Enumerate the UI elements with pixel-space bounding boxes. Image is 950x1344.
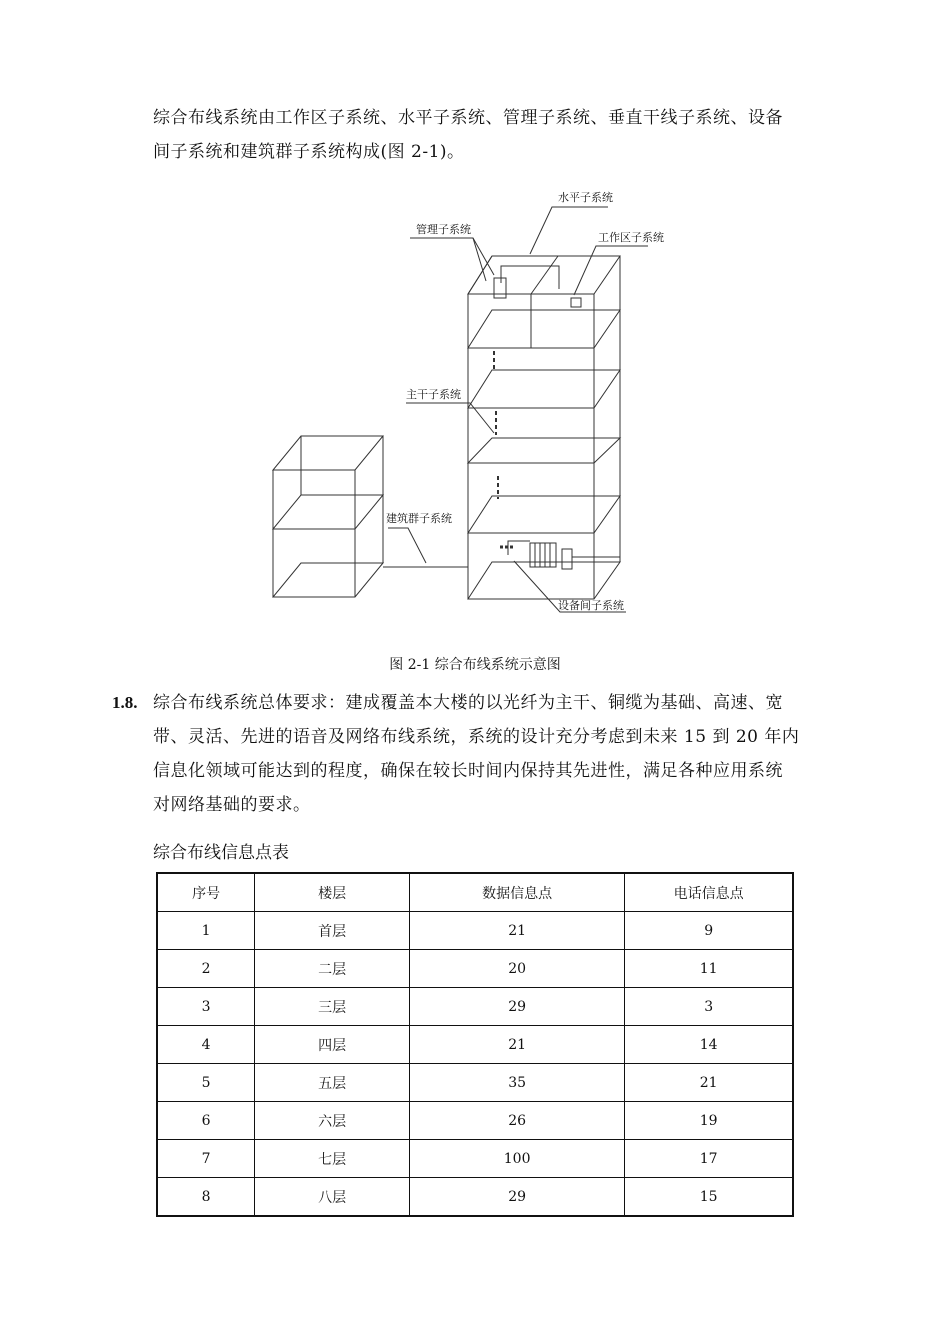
horizontal-cable xyxy=(501,266,559,289)
main-building xyxy=(468,256,620,599)
intro-paragraph xyxy=(153,101,843,169)
header-floor: 楼层 xyxy=(255,873,410,912)
cell-floor: 七层 xyxy=(255,1140,410,1178)
cell-phone-points: 21 xyxy=(625,1064,793,1102)
cell-phone-points: 17 xyxy=(625,1140,793,1178)
figure-caption: 图 2-1 综合布线系统示意图 xyxy=(389,657,561,673)
table-row xyxy=(157,950,793,988)
table-row xyxy=(157,912,793,950)
cell-index: 5 xyxy=(157,1064,255,1102)
cell-floor: 六层 xyxy=(255,1102,410,1140)
section-line-1: 综合布线系统总体要求：建成覆盖本大楼的以光纤为主干、铜缆为基础、高速、宽 xyxy=(153,693,783,713)
label-backbone: 主干子系统 xyxy=(406,388,461,401)
section-paragraph xyxy=(153,686,843,822)
cell-data-points: 29 xyxy=(409,988,624,1026)
cell-index: 3 xyxy=(157,988,255,1026)
management-leader xyxy=(410,238,494,275)
table-row xyxy=(157,1178,793,1217)
info-points-table xyxy=(156,872,794,1217)
cell-data-points: 29 xyxy=(409,1178,624,1217)
cell-data-points: 100 xyxy=(409,1140,624,1178)
cell-index: 1 xyxy=(157,912,255,950)
table-row xyxy=(157,1064,793,1102)
section-line-2: 带、灵活、先进的语音及网络布线系统，系统的设计充分考虑到未来 15 到 20 年内 xyxy=(153,727,800,747)
table-row xyxy=(157,1102,793,1140)
intro-line-2: 间子系统和建筑群子系统构成(图 2-1)。 xyxy=(153,142,465,162)
campus-leader xyxy=(388,528,426,563)
cell-index: 8 xyxy=(157,1178,255,1217)
header-index: 序号 xyxy=(157,873,255,912)
work-area-outlet xyxy=(571,298,581,307)
table-row xyxy=(157,1026,793,1064)
label-horizontal: 水平子系统 xyxy=(558,191,613,204)
work-area-leader xyxy=(574,246,648,295)
table-row xyxy=(157,1140,793,1178)
cell-phone-points: 9 xyxy=(625,912,793,950)
label-equipment: 设备间子系统 xyxy=(558,599,624,612)
cell-phone-points: 11 xyxy=(625,950,793,988)
cabling-diagram xyxy=(268,183,680,623)
cell-floor: 八层 xyxy=(255,1178,410,1217)
cell-index: 2 xyxy=(157,950,255,988)
cell-data-points: 21 xyxy=(409,912,624,950)
cell-floor: 五层 xyxy=(255,1064,410,1102)
cell-phone-points: 14 xyxy=(625,1026,793,1064)
cell-data-points: 21 xyxy=(409,1026,624,1064)
intro-line-1: 综合布线系统由工作区子系统、水平子系统、管理子系统、垂直干线子系统、设备 xyxy=(153,108,783,128)
label-management: 管理子系统 xyxy=(416,223,471,236)
section-line-3: 信息化领域可能达到的程度，确保在较长时间内保持其先进性，满足各种应用系统 xyxy=(153,761,783,781)
label-campus: 建筑群子系统 xyxy=(386,512,452,525)
cell-data-points: 20 xyxy=(409,950,624,988)
table-header-row xyxy=(157,873,793,912)
header-data-points: 数据信息点 xyxy=(409,873,624,912)
cell-data-points: 35 xyxy=(409,1064,624,1102)
horizontal-leader xyxy=(530,207,608,254)
label-work-area: 工作区子系统 xyxy=(598,231,664,244)
table-row xyxy=(157,988,793,1026)
cell-floor: 四层 xyxy=(255,1026,410,1064)
table-title: 综合布线信息点表 xyxy=(153,843,289,863)
cell-floor: 首层 xyxy=(255,912,410,950)
cell-index: 6 xyxy=(157,1102,255,1140)
cell-index: 7 xyxy=(157,1140,255,1178)
cell-floor: 二层 xyxy=(255,950,410,988)
header-phone-points: 电话信息点 xyxy=(625,873,793,912)
cell-phone-points: 19 xyxy=(625,1102,793,1140)
campus-building xyxy=(273,436,383,597)
section-number: 1.8. xyxy=(112,693,138,712)
cell-data-points: 26 xyxy=(409,1102,624,1140)
management-panel xyxy=(494,278,506,298)
cell-phone-points: 15 xyxy=(625,1178,793,1217)
cell-phone-points: 3 xyxy=(625,988,793,1026)
cell-index: 4 xyxy=(157,1026,255,1064)
section-line-4: 对网络基础的要求。 xyxy=(153,795,311,815)
cell-floor: 三层 xyxy=(255,988,410,1026)
